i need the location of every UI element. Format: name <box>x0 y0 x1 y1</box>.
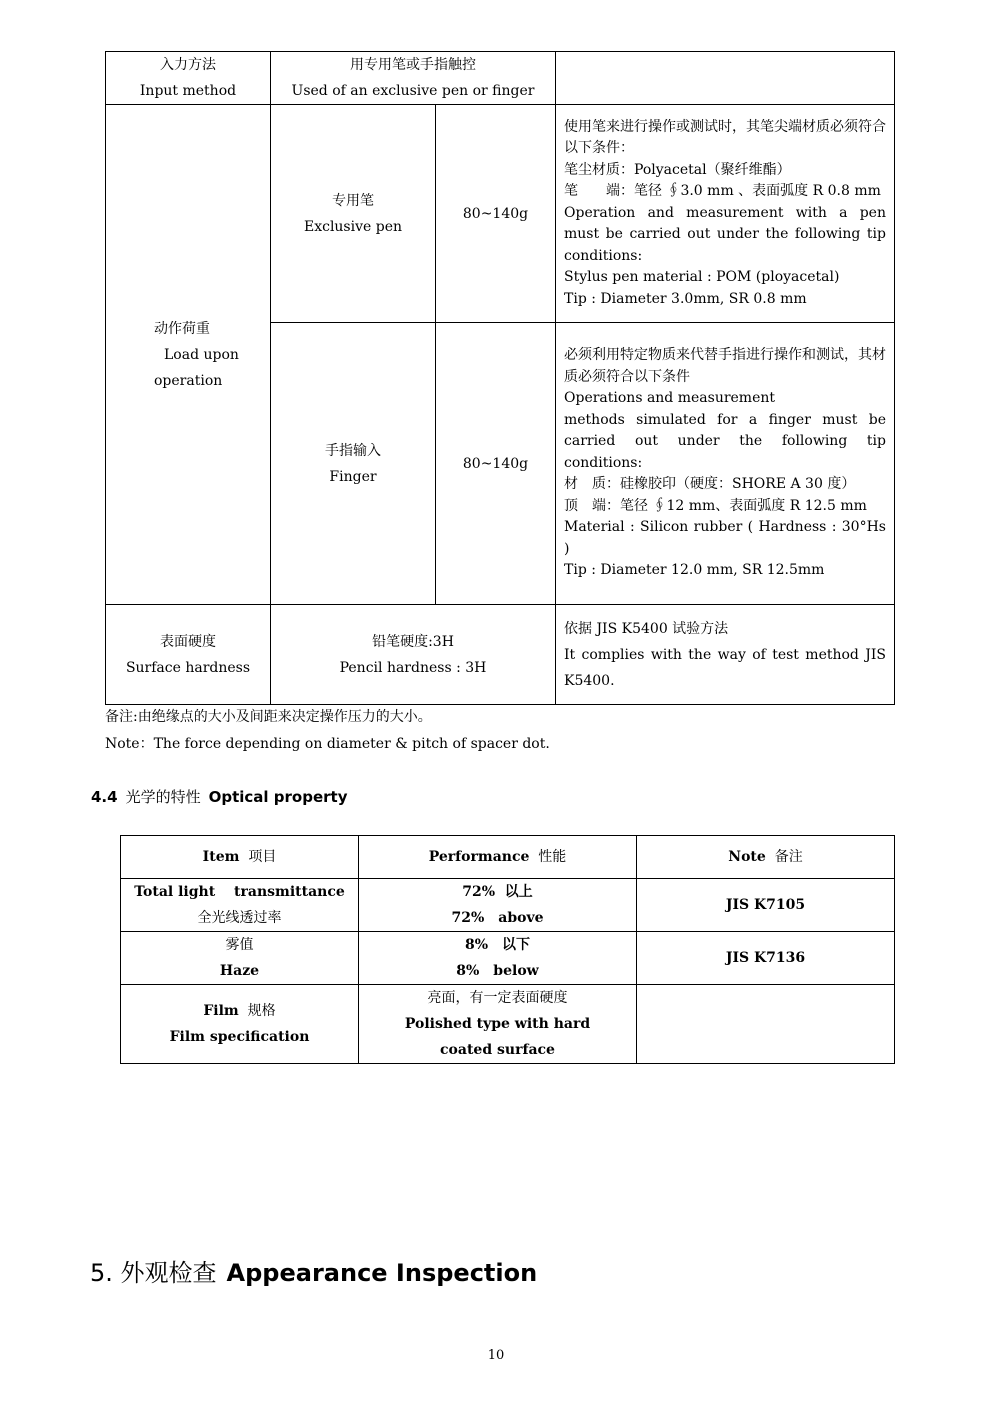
load-label-en-2: operation <box>154 372 223 389</box>
page-number: 10 <box>487 1348 505 1363</box>
row-item: 雾值 Haze <box>121 932 359 985</box>
row-item: Total light transmittance 全光线透过率 <box>121 879 359 932</box>
touch-spec-table <box>105 51 895 705</box>
row-note: JIS K7105 <box>637 879 895 932</box>
load-label-cn: 动作荷重 <box>154 320 210 337</box>
section-4-4-heading <box>91 786 347 807</box>
hardness-label-cn: 表面硬度 <box>160 633 216 650</box>
hardness-desc-cn: 依据 JIS K5400 试验方法 <box>564 620 729 637</box>
row-note: JIS K7136 <box>637 932 895 985</box>
row-performance: 72% 以上 72% above <box>359 879 637 932</box>
pen-load-value: 80~140g <box>436 105 556 323</box>
pen-name-cn: 专用笔 <box>332 192 374 209</box>
hardness-label-cell <box>106 605 271 705</box>
hardness-description-cell <box>556 605 895 705</box>
pen-desc-line: Stylus pen material : POM (ployacetal) <box>564 269 840 286</box>
note-cn: 备注:由绝缘点的大小及间距来决定操作压力的大小。 <box>105 709 432 725</box>
optical-property-table <box>120 835 895 1064</box>
input-method-value-cn: 用专用笔或手指触控 <box>350 57 476 73</box>
input-method-empty-cell <box>556 52 895 105</box>
section-5-title-cn: 外观检查 <box>120 1259 217 1287</box>
header-performance: Performance 性能 <box>359 836 637 879</box>
load-label-en-1: Load upon <box>164 346 239 363</box>
row-performance: 8% 以下 8% below <box>359 932 637 985</box>
pen-description-cell <box>556 105 895 323</box>
row-performance: 亮面，有一定表面硬度 Polished type with hard coated surface <box>359 985 637 1064</box>
input-method-value-en: Used of an exclusive pen or finger <box>291 83 535 99</box>
hardness-value-en: Pencil hardness : 3H <box>339 659 487 676</box>
finger-desc-line: 材 质：硅橡胶印（硬度：SHORE A 30 度） <box>564 476 856 493</box>
pen-desc-line: 笔 端：笔径 ∮3.0 mm 、表面弧度 R 0.8 mm <box>564 183 881 200</box>
section-4-4-number: 4.4 <box>91 788 118 806</box>
hardness-desc-en: It complies with the way of test method JIS K5400. <box>564 646 886 689</box>
finger-desc-line: methods simulated for a finger must be carried out under the following tip conditions: <box>564 411 886 471</box>
section-5-heading <box>90 1253 537 1288</box>
input-method-label-cn: 入力方法 <box>160 57 216 73</box>
finger-description-cell <box>556 323 895 605</box>
finger-desc-line: Operations and measurement <box>564 390 776 407</box>
header-note: Note 备注 <box>637 836 895 879</box>
pen-desc-line: 笔尘材质：Polyacetal（聚纤维酯） <box>564 161 791 178</box>
pen-desc-line: 使用笔来进行操作或测试时，其笔尖端材质必须符合以下条件： <box>564 118 886 157</box>
section-5-title-en: Appearance Inspection <box>226 1259 538 1287</box>
finger-desc-line: Material : Silicon rubber ( Hardness : 30°Hs ) <box>564 519 886 557</box>
hardness-value-cn: 铅笔硬度:3H <box>372 633 454 650</box>
hardness-label-en: Surface hardness <box>125 659 251 676</box>
finger-name-cn: 手指输入 <box>325 442 381 459</box>
finger-desc-line: 必须利用特定物质来代替手指进行操作和测试，其材质必须符合以下条件 <box>564 347 886 385</box>
finger-load-value: 80~140g <box>436 323 556 605</box>
load-label-cell <box>106 105 271 605</box>
header-item: Item 项目 <box>121 836 359 879</box>
table-row <box>121 932 895 985</box>
finger-name-en: Finger <box>329 468 377 485</box>
pen-desc-line: Tip : Diameter 3.0mm, SR 0.8 mm <box>564 290 807 307</box>
input-method-value-cell <box>271 52 556 105</box>
input-method-label-en: Input method <box>139 83 237 99</box>
section-4-4-title-en: Optical property <box>208 788 348 806</box>
finger-desc-line: Tip : Diameter 12.0 mm, SR 12.5mm <box>564 562 825 579</box>
note-en: Note：The force depending on diameter & pitch of spacer dot. <box>105 736 550 752</box>
row-item: Film 规格 Film specification <box>121 985 359 1064</box>
section-5-number: 5. <box>90 1259 113 1287</box>
pen-name-en: Exclusive pen <box>303 218 403 235</box>
finger-desc-line: 顶 端：笔径 ∮12 mm、表面弧度 R 12.5 mm <box>564 497 867 514</box>
pen-desc-line: Operation and measurement with a pen must be carried out under the following tip conditions: <box>564 204 886 264</box>
table-row <box>121 879 895 932</box>
input-method-label-cell <box>106 52 271 105</box>
finger-name-cell <box>271 323 436 605</box>
pen-name-cell <box>271 105 436 323</box>
section-4-4-title-cn: 光学的特性 <box>125 788 201 806</box>
row-note <box>637 985 895 1064</box>
table-row <box>121 985 895 1064</box>
hardness-value-cell <box>271 605 556 705</box>
